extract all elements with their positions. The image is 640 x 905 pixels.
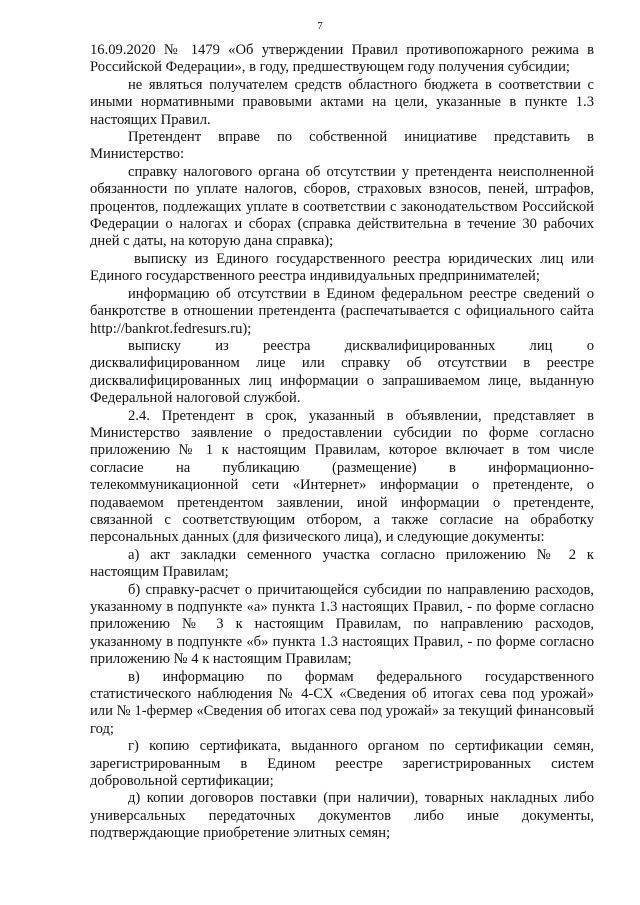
paragraph-bankruptcy-info: информацию об отсутствии в Едином федеральном реестре сведений о банкротстве в отношении претендента (распечатывается с официального сайта http://bankrot.fedresurs.ru); — [90, 285, 594, 337]
paragraph-tax-certificate: справку налогового органа об отсутствии у претендента неисполненной обязанности по уплате налогов, сборов, страховых взносов, пеней, штрафов, процентов, подлежащих уплате в соответствии с законодательством Российской Федерации о налогах и сборах (справка действительна в течение 30 рабочих дней с даты, на которую дана справка); — [90, 163, 594, 250]
paragraph-not-recipient: не являться получателем средств областного бюджета в соответствии с иными нормативными правовыми актами на цели, указанные в пункте 1.3 настоящих Правил. — [90, 76, 594, 128]
list-item-b: б) справку-расчет о причитающейся субсидии по направлению расходов, указанному в подпункте «а» пункта 1.3 настоящих Правил, - по форме согласно приложению № 3 к настоящим Правилам, по направлению расходов, указанному в подпункте «б» пункта 1.3 настоящих Правил, - по форме согласно приложению № 4 к настоящим Правилам; — [90, 581, 594, 668]
list-item-d: д) копии договоров поставки (при наличии), товарных накладных либо универсальных передаточных документов либо иные документы, подтверждающие приобретение элитных семян; — [90, 790, 594, 842]
page-number: 7 — [317, 20, 323, 32]
paragraph-fire-regime-continuation: 16.09.2020 № 1479 «Об утверждении Правил противопожарного режима в Российской Федерации», в году, предшествующем году получения субсидии; — [90, 42, 594, 76]
document-body — [90, 42, 594, 843]
paragraph-state-register-extract: выписку из Единого государственного реестра юридических лиц или Единого государственного реестра индивидуальных предпринимателей; — [90, 250, 594, 285]
list-item-v: в) информацию по формам федерального государственного статистического наблюдения № 4-СХ «Сведения об итогах сева под урожай» или № 1-фермер «Сведения об итогах сева под урожай» за текущий финансовый год; — [90, 668, 594, 737]
paragraph-disqualified-register: выписку из реестра дисквалифицированных лиц о дисквалифицированном лице или справку об отсутствии в реестре дисквалифицированных лиц информации о запрашиваемом лице, выданную Федеральной налоговой службой. — [90, 337, 594, 407]
paragraph-2-4-application: 2.4. Претендент в срок, указанный в объявлении, представляет в Министерство заявление о предоставлении субсидии по форме согласно приложению № 1 к настоящим Правилам, которое включает в том числе согласие на публикацию (размещение) в информационно-телекоммуникационной сети «Интернет» информации о претенденте, о подаваемом претендентом заявлении, иной информации о претенденте, связанной с соответствующим отбором, а также согласие на обработку персональных данных (для физического лица), и следующие документы: — [90, 407, 594, 546]
list-item-a: а) акт закладки семенного участка согласно приложению № 2 к настоящим Правилам; — [90, 546, 594, 581]
paragraph-own-initiative: Претендент вправе по собственной инициативе представить в Министерство: — [90, 129, 594, 163]
list-item-g: г) копию сертификата, выданного органом по сертификации семян, зарегистрированным в Едином реестре зарегистрированных систем добровольной сертификации; — [90, 738, 594, 790]
